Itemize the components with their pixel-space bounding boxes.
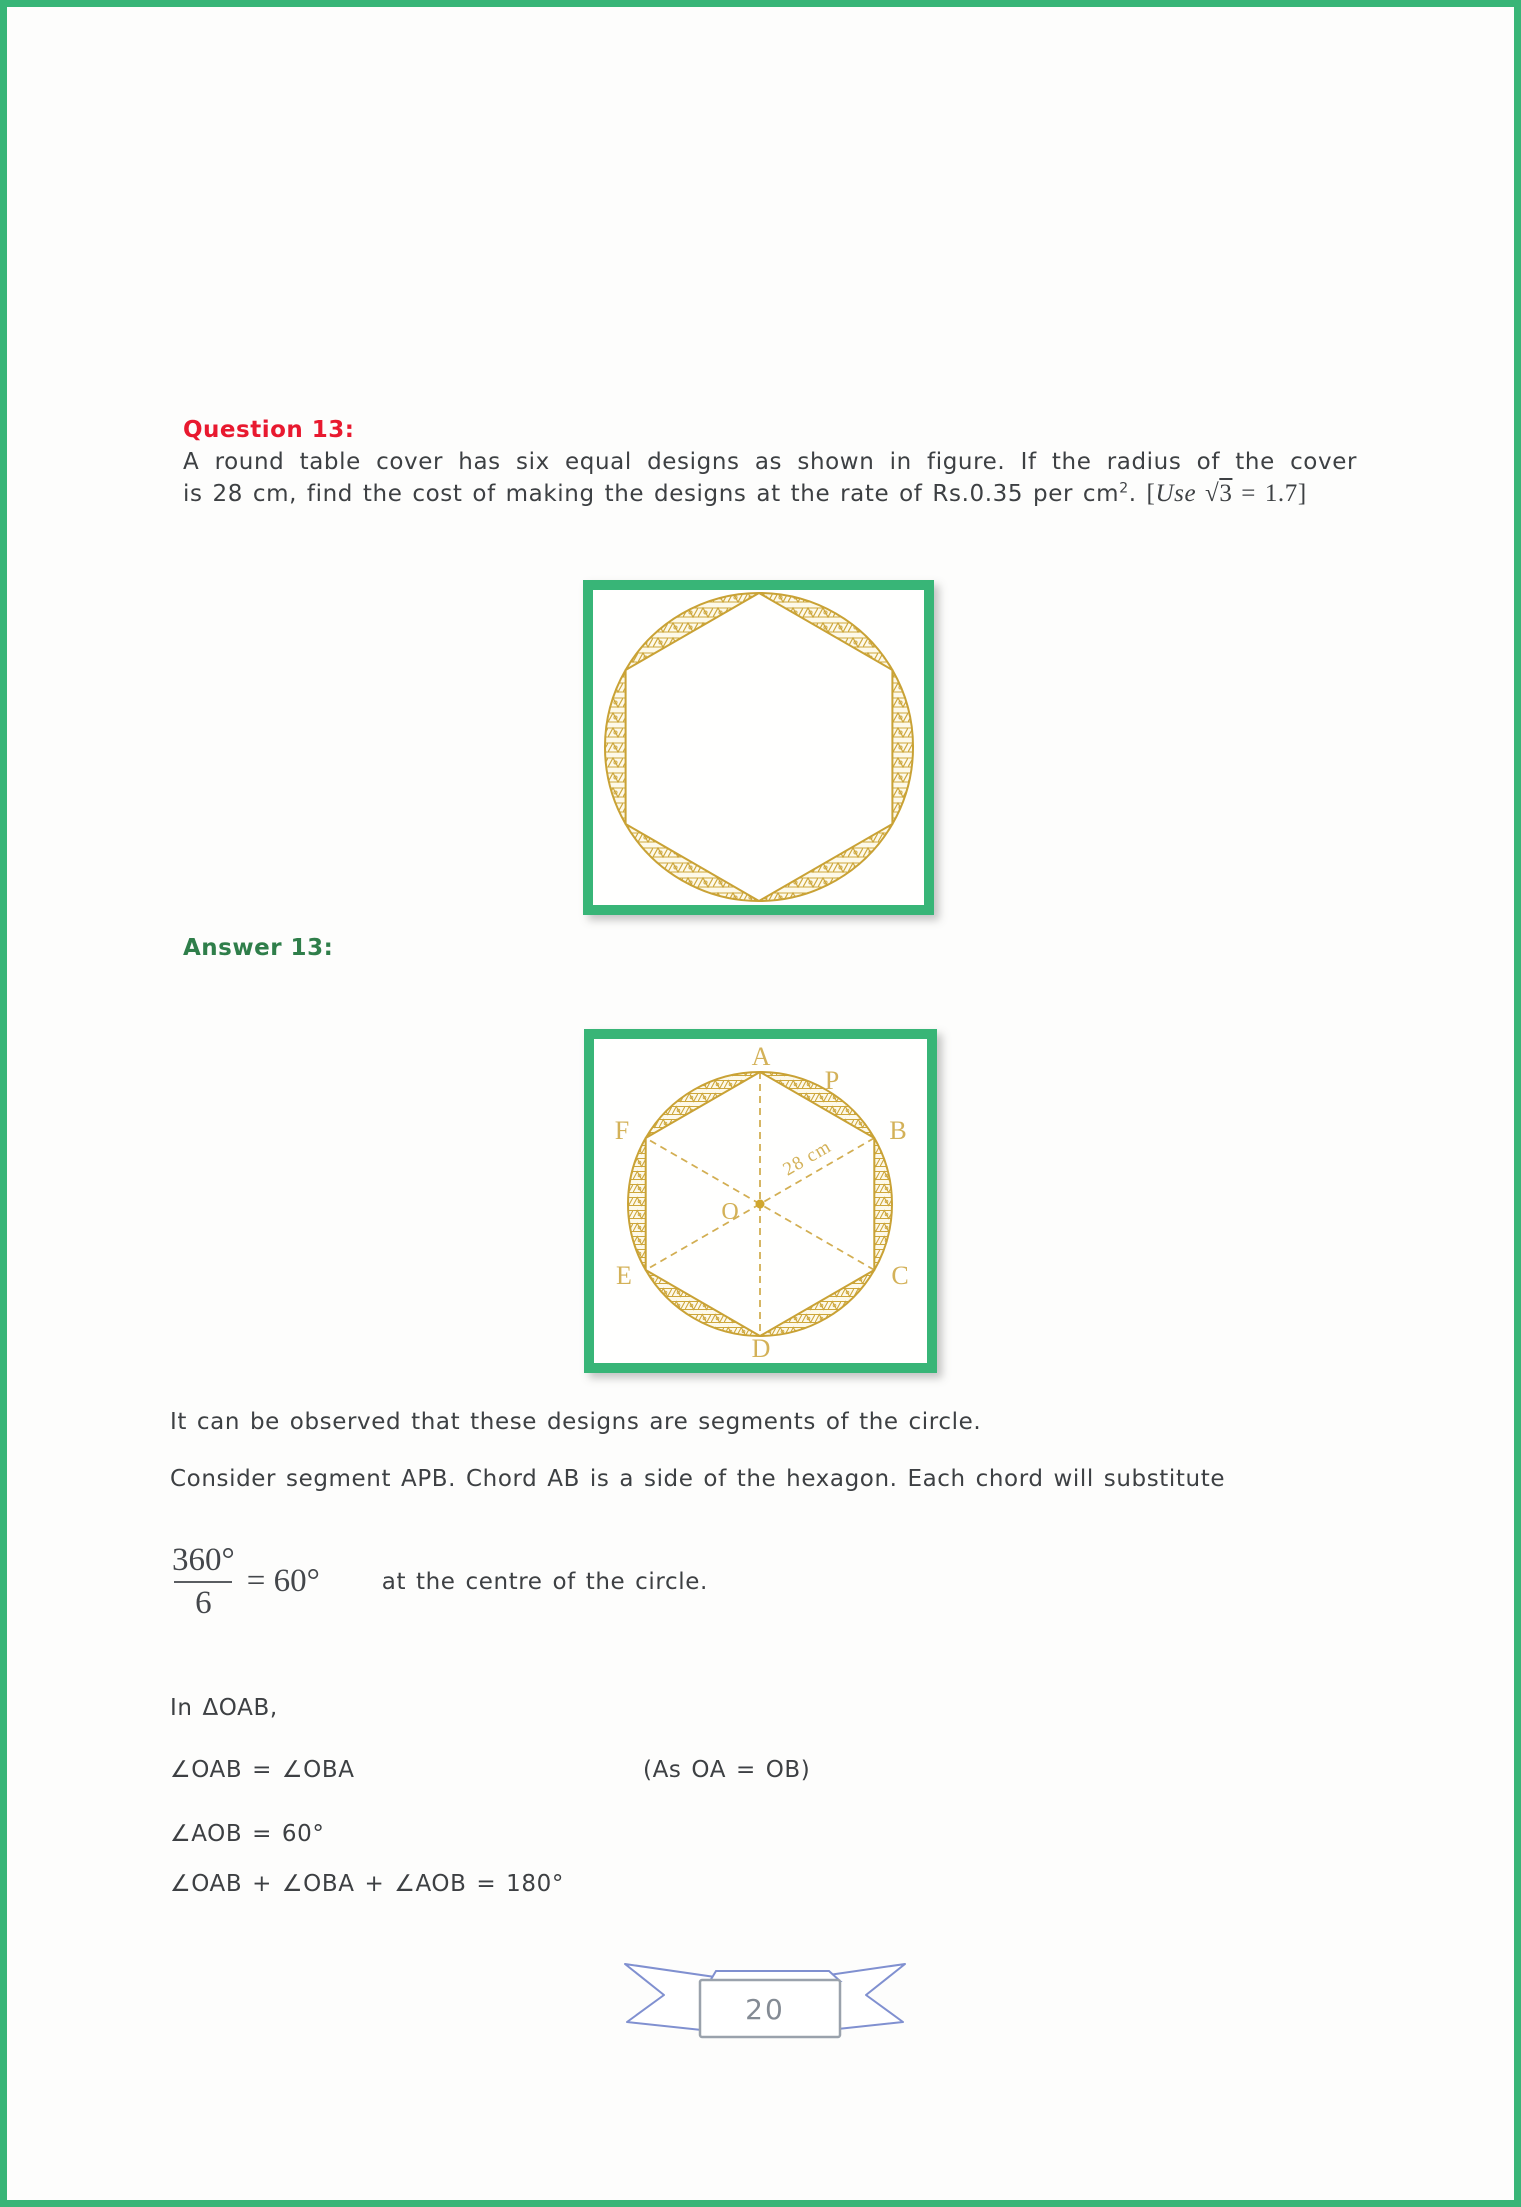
page-number: 20 bbox=[745, 1993, 785, 2026]
arc-label-p: P bbox=[824, 1066, 840, 1095]
design-segment bbox=[605, 670, 626, 824]
design-segment bbox=[646, 1270, 760, 1336]
figure1-frame bbox=[583, 580, 934, 915]
question-line2-main: is 28 cm, find the cost of making the designs at the rate of Rs.0.35 per cm bbox=[183, 481, 1120, 507]
design-segment-apb bbox=[760, 1072, 874, 1138]
fraction-row bbox=[172, 1543, 708, 1620]
answer-heading: Answer 13: bbox=[183, 935, 334, 961]
design-segment bbox=[759, 824, 892, 901]
fraction-numerator: 360° bbox=[172, 1542, 235, 1578]
centre-label-o: O bbox=[721, 1199, 739, 1225]
answer-para2: Consider segment APB. Chord AB is a side of the hexagon. Each chord will substitute bbox=[170, 1466, 1226, 1492]
design-segment bbox=[759, 593, 892, 670]
vertex-label-f: F bbox=[614, 1116, 630, 1145]
fraction-bar bbox=[174, 1581, 232, 1583]
question-text-line1: A round table cover has six equal designs as shown in figure. If the radius of the cover bbox=[183, 449, 1357, 475]
radius-label-28cm: 28 cm bbox=[779, 1136, 836, 1181]
page-number-ribbon bbox=[615, 1947, 915, 2051]
design-segment bbox=[626, 593, 759, 670]
design-segment bbox=[646, 1072, 760, 1138]
hexagon-design-figure bbox=[593, 590, 924, 905]
figure2-frame bbox=[584, 1029, 937, 1373]
design-segment bbox=[628, 1138, 646, 1270]
design-segment bbox=[626, 824, 759, 901]
stmt-angle-sum: ∠OAB + ∠OBA + ∠AOB = 180° bbox=[170, 1871, 564, 1897]
vertex-label-a: A bbox=[751, 1042, 771, 1071]
fraction bbox=[172, 1543, 235, 1620]
design-segment bbox=[892, 670, 913, 824]
stmt-angle-aob: ∠AOB = 60° bbox=[170, 1821, 325, 1847]
vertex-label-d: D bbox=[751, 1334, 771, 1363]
fraction-equals: = 60° bbox=[246, 1563, 320, 1600]
answer-para1: It can be observed that these designs are segments of the circle. bbox=[170, 1409, 982, 1435]
ribbon-banner-icon bbox=[615, 1947, 915, 2047]
vertex-label-c: C bbox=[891, 1261, 909, 1290]
use-root-note: [Use √3 = 1.7] bbox=[1146, 480, 1307, 507]
fraction-suffix: at the centre of the circle. bbox=[381, 1568, 708, 1595]
stmt-in-triangle: In ΔOAB, bbox=[170, 1695, 278, 1721]
stmt-angle-equality: ∠OAB = ∠OBA bbox=[170, 1757, 355, 1783]
squared-superscript: 2 bbox=[1119, 480, 1129, 497]
labelled-hexagon-figure bbox=[594, 1039, 927, 1363]
question-heading: Question 13: bbox=[183, 417, 355, 443]
design-segments bbox=[605, 593, 913, 901]
design-segment bbox=[874, 1138, 892, 1270]
fraction-denominator: 6 bbox=[195, 1584, 212, 1621]
centre-dot bbox=[756, 1200, 765, 1209]
design-segment bbox=[760, 1270, 874, 1336]
vertex-label-e: E bbox=[616, 1261, 632, 1290]
question-line2-dot: . bbox=[1128, 481, 1147, 507]
vertex-label-b: B bbox=[889, 1116, 907, 1145]
stmt-angle-note: (As OA = OB) bbox=[643, 1757, 811, 1783]
question-text-line2 bbox=[183, 480, 1307, 508]
